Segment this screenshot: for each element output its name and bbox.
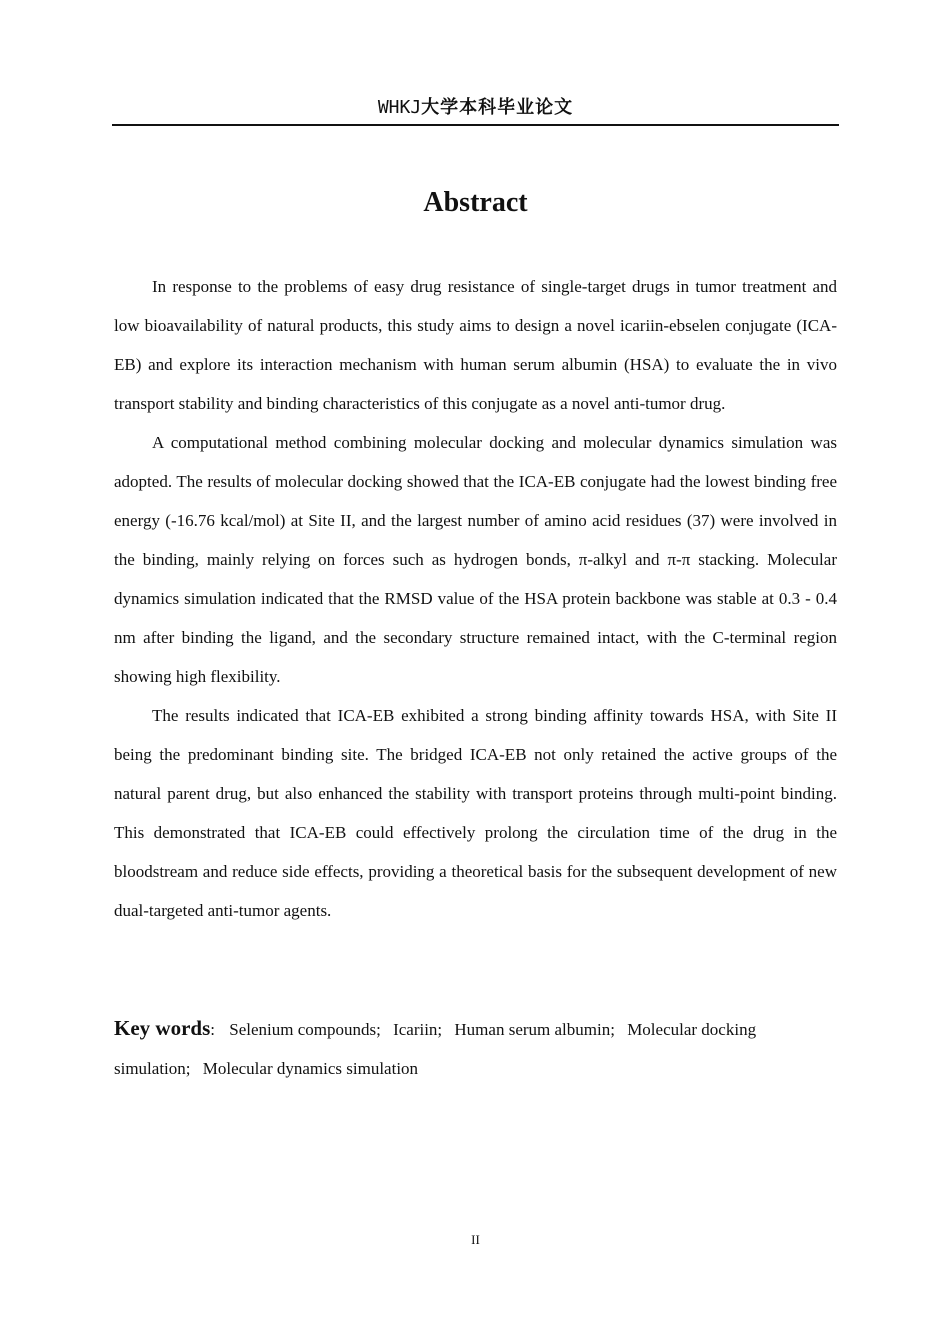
keywords-colon: :: [210, 1020, 215, 1039]
abstract-paragraph-2: A computational method combining molecular docking and molecular dynamics simulation was adopted. The results of molecular docking showed that the ICA-EB conjugate had the lowest binding free energy (-16.76 kcal/mol) at Site II, and the largest number of amino acid residues (37) were involved in the binding, mainly relying on forces such as hydrogen bonds, π-alkyl and π-π stacking. Molecular dynamics simulation indicated that the RMSD value of the HSA protein backbone was stable at 0.3 - 0.4 nm after binding the ligand, and the secondary structure remained intact, with the C-terminal region showing high flexibility.: [114, 433, 837, 686]
keyword-item: Selenium compounds;: [229, 1020, 381, 1039]
page-header: [113, 92, 838, 123]
header-rule: [112, 124, 839, 126]
keywords-section: [114, 1009, 837, 1088]
header-institution-code: WHKJ: [377, 97, 422, 118]
abstract-body: [114, 267, 837, 930]
abstract-paragraph-3: The results indicated that ICA-EB exhibited a strong binding affinity towards HSA, with Site II being the predominant binding site. The bridged ICA-EB not only retained the active groups of the natural parent drug, but also enhanced the stability with transport proteins through multi-point binding. This demonstrated that ICA-EB could effectively prolong the circulation time of the drug in the bloodstream and reduce side effects, providing a theoretical basis for the subsequent development of new dual-targeted anti-tumor agents.: [114, 706, 837, 920]
keyword-item: Icariin;: [393, 1020, 443, 1039]
keyword-item: Molecular dynamics simulation: [202, 1059, 419, 1078]
page-number: II: [471, 1232, 480, 1247]
header-document-type: 大学本科毕业论文: [421, 97, 574, 118]
abstract-paragraph-1: In response to the problems of easy drug resistance of single-target drugs in tumor treatment and low bioavailability of natural products, this study aims to design a novel icariin-ebselen conjugate (ICA-EB) and explore its interaction mechanism with human serum albumin (HSA) to evaluate the in vivo transport stability and binding characteristics of this conjugate as a novel anti-tumor drug.: [114, 277, 837, 413]
keyword-item: Human serum albumin;: [454, 1020, 615, 1039]
abstract-title: Abstract: [423, 187, 528, 218]
keyword-item: Molecular docking simulation;: [114, 1020, 757, 1078]
keywords-label: Key words: [114, 1016, 211, 1040]
